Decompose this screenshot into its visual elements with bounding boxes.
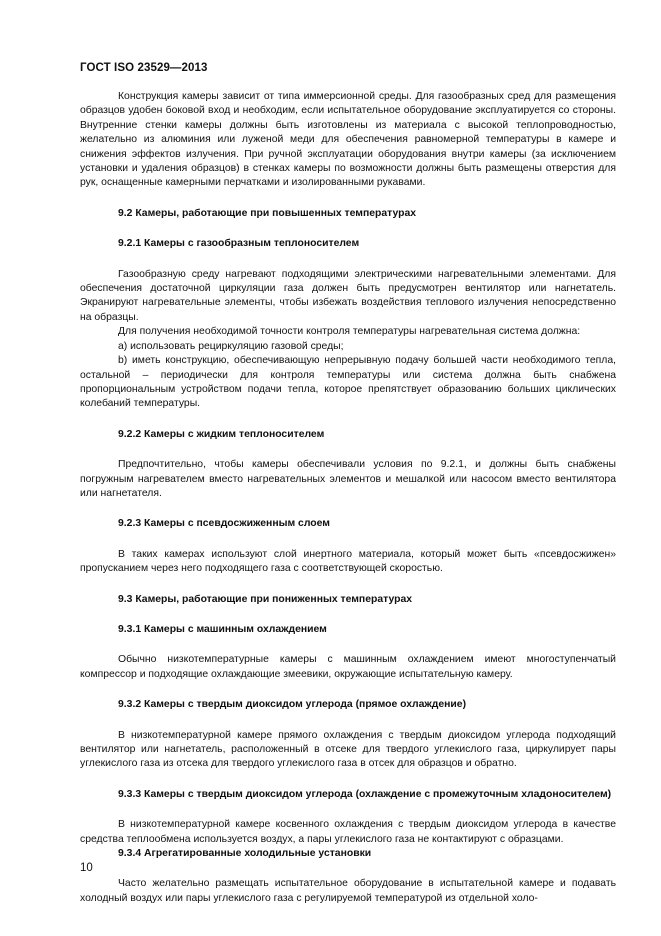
list-item-a: a) использовать рециркуляцию газовой среды; — [118, 340, 344, 352]
section-9-3-3-heading: 9.3.3 Камеры с твердым диоксидом углерода (охлаждение с промежуточным хладоносителем) — [118, 788, 612, 800]
section-9-3-3-paragraph: В низкотемпературной камере косвенного охлаждения с твердым диоксидом углерода в качестве средства теплообмена используется воздух, а пары углекислого газа не контактируют с образцами. — [80, 819, 616, 845]
list-item-b: b) иметь конструкцию, обеспечивающую непрерывную подачу большей части необходимого тепла, остальной – периодически для контроля температуры или система должна быть снабжена пропорциональным устройством подачи тепла, которое препятствует образованию больших циклических колебаний температуры. — [80, 355, 616, 410]
section-9-2-2-paragraph: Предпочтительно, чтобы камеры обеспечивали условия по 9.2.1, и должны быть снабжены погружным нагревателем вместо нагревательных элементов и мешалкой или насосом вместо вентилятора или нагнетателя. — [80, 459, 616, 499]
section-9-3-1-heading: 9.3.1 Камеры с машинным охлаждением — [118, 623, 327, 635]
intro-paragraph: Конструкция камеры зависит от типа иммерсионной среды. Для газообразных сред для размещения образцов удобен боковой вход и необходим, если испытательное оборудование эксплуатируется со стороны. Внутренние стенки камеры должны быть изготовлены из материала с высокой теплопроводностью, желательно из алюминия или луженой меди для обеспечения равномерной температуры в камере и снижения эффектов излучения. При ручной эксплуатации оборудования внутри камеры (за исключением установки и удаления образцов) в стенках камеры по возможности должны быть размещены отверстия для рук, оснащенные камерными перчатками и изолированными рукавами. — [80, 91, 616, 189]
document-body — [80, 90, 616, 906]
page-number: 10 — [80, 862, 93, 874]
document-header: ГОСТ ISO 23529—2013 — [80, 62, 208, 74]
section-9-2-2-heading: 9.2.2 Камеры с жидким теплоносителем — [118, 428, 325, 440]
section-9-2-3-paragraph: В таких камерах используют слой инертного материала, который может быть «псевдосжижен» пропусканием через него подходящего газа с соответствующей скоростью. — [80, 548, 616, 575]
section-9-3-2-heading: 9.3.2 Камеры с твердым диоксидом углерода (прямое охлаждение) — [118, 699, 467, 711]
section-9-3-4-heading: 9.3.4 Агрегатированные холодильные установки — [118, 848, 372, 860]
section-9-2-1-heading: 9.2.1 Камеры с газообразным теплоносителем — [118, 238, 360, 250]
section-9-2-heading: 9.2 Камеры, работающие при повышенных температурах — [118, 207, 417, 219]
section-9-2-1-paragraph-2: Для получения необходимой точности контроля температуры нагревательная система должна: — [118, 326, 581, 338]
section-9-2-1-paragraph-1: Газообразную среду нагревают подходящими электрическими нагревательными элементами. Для обеспечения достаточной циркуляции газа должен быть предусмотрен вентилятор или нагнетатель. Экранируют нагревательные элементы, чтобы избежать воздействия теплового излучения непосредственно на образцы. — [80, 268, 616, 323]
section-9-3-2-paragraph: В низкотемпературной камере прямого охлаждения с твердым диоксидом углерода подходящий вентилятор или нагнетатель, расположенный в отсеке для твердого углекислого газа, циркулирует пары углекислого газа из отсека для твердого углекислого газа в отсек для образцов и обратно. — [80, 729, 616, 770]
section-9-3-4-paragraph: Часто желательно размещать испытательное оборудование в испытательной камере и подавать холодный воздух или пары углекислого газа с регулируемой температурой из отдельной холо- — [80, 878, 616, 904]
section-9-2-3-heading: 9.2.3 Камеры с псевдосжиженным слоем — [118, 518, 330, 530]
section-9-3-heading: 9.3 Камеры, работающие при пониженных температурах — [118, 593, 413, 605]
section-9-3-1-paragraph: Обычно низкотемпературные камеры с машинным охлаждением имеют многоступенчатый компрессор и подходящие охлаждающие змеевики, окружающие испытательную камеру. — [80, 654, 616, 680]
